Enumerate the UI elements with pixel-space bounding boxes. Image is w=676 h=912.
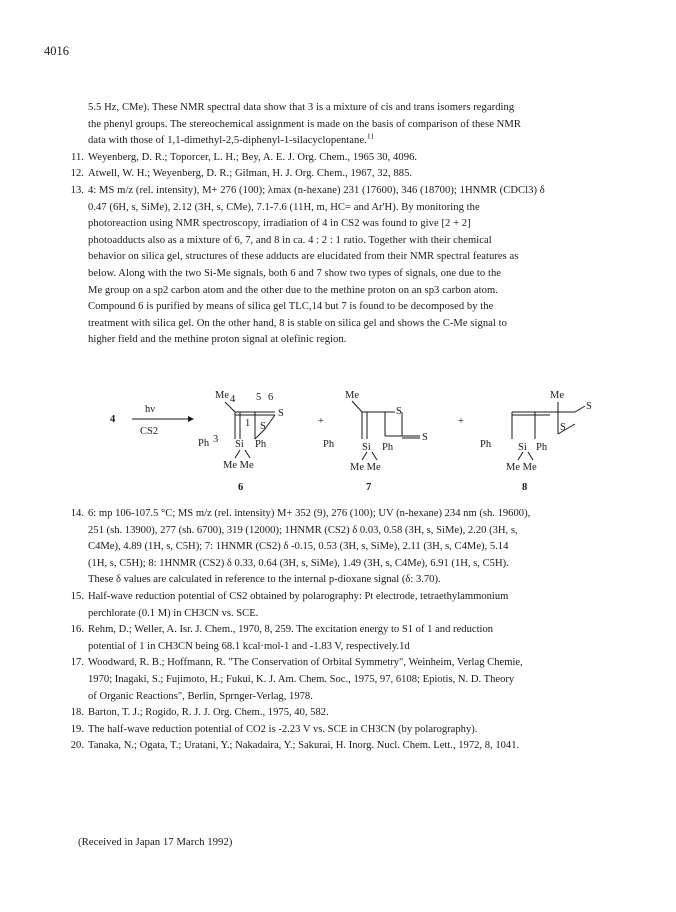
ph-label: Ph bbox=[255, 439, 267, 450]
ref13-line: below. Along with the two Si-Me signals, both 6 and 7 show two types of signals, one due to the bbox=[88, 267, 502, 279]
ph-label: Ph bbox=[480, 439, 492, 450]
plus-sign: + bbox=[458, 416, 464, 427]
ring-num: 4 bbox=[230, 394, 236, 405]
reference-19: 19. The half-wave reduction potential of CO2 is -2.23 V vs. SCE in CH3CN (by polarography). bbox=[70, 723, 478, 735]
si-label: Si bbox=[235, 439, 244, 450]
ref13-line: behavior on silica gel, structures of these adducts are elucidated from their NMR spectral features as bbox=[88, 251, 519, 263]
s-label: S bbox=[260, 421, 266, 432]
reactant-label: 4 bbox=[110, 414, 116, 425]
ref13-line: Compound 6 is purified by means of silica gel TLC,14 but 7 is found to be decomposed by the bbox=[88, 301, 494, 313]
reference-18: 18. Barton, T. J.; Rogido, R. J. J. Org. Chem., 1975, 40, 582. bbox=[70, 707, 329, 719]
intro-line: 5.5 Hz, CMe). These NMR spectral data show that 3 is a mixture of cis and trans isomers regarding bbox=[88, 102, 515, 113]
references-top bbox=[62, 100, 622, 349]
received-date: (Received in Japan 17 March 1992) bbox=[78, 836, 233, 848]
ph-label: Ph bbox=[198, 438, 210, 449]
reference-15: 15. Half-wave reduction potential of CS2 obtained by polarography: Pt electrode, tetraethylammonium perchlorate (0.1 M) in CH3CN vs. SCE. bbox=[70, 590, 509, 619]
reference-16: 16. Rehm, D.; Weller, A. Isr. J. Chem., 1970, 8, 259. The excitation energy to S1 of 1 and reduction potential of 1 in CH3CN being 68.1 kcal·mol-1 and -1.83 V, respectively.1d bbox=[70, 624, 494, 652]
ref13-line: 0.47 (6H, s, SiMe), 2.12 (3H, s, CMe), 7.1-7.6 (11H, m, HC= and Ar'H). By monitoring the bbox=[88, 201, 480, 213]
ph-label: Ph bbox=[323, 439, 335, 450]
ref13-line: photoadducts also as a mixture of 6, 7, and 8 in ca. 4 : 2 : 1 ratio. Together with their chemical bbox=[88, 234, 492, 246]
ring-num: 1 bbox=[245, 418, 251, 429]
intro-line: data with those of 1,1-dimethyl-2,5-diphenyl-1-silacyclopentane.$^{11}$ bbox=[88, 131, 375, 147]
compound-label-8: 8 bbox=[522, 482, 528, 493]
s-label: S bbox=[586, 401, 592, 412]
arrow-top-label: hν bbox=[145, 404, 155, 415]
ref13-line: photoreaction using NMR spectroscopy, irradiation of 4 in CS2 was found to give [2 + 2] bbox=[88, 218, 471, 230]
si-label: Si bbox=[362, 442, 371, 453]
ring-num: 6 bbox=[268, 392, 274, 403]
compound-8 bbox=[480, 390, 592, 493]
compound-7 bbox=[323, 390, 428, 493]
reference-13: 13. 4: MS m/z (rel. intensity), M+ 276 (100); λmax (n-hexane) 231 (17600), 346 (18700); 1HNMR (CDCl3) δ 0.47 (6H, s, SiMe), 2.12 (3H, s, CMe), 7.1-7.6 (11H, m, HC= and Ar'H). By monitoring the photoreaction using NMR spectroscopy, irradiation of 4 in CS2 was found to give [2 + 2] photoadducts also as a mixture of 6, 7, and 8 in ca. 4 : 2 : 1 ratio. Together with their chemical behavior on silica gel, structures of these adducts are elucidated from their NMR spectral features as below. Along with the two Si-Me signals, both 6 and 7 show two types of signals, one due to the Me group on a sp2 carbon atom and the other due to the methine proton on an sp3 carbon atom. Compound 6 is purified by means of silica gel TLC,14 but 7 is found to be decomposed by the treatment with silica gel. On the other hand, 8 is stable on silica gel and shows the C-Me signal to higher field and the methine proton signal at olefinic region. bbox=[62, 183, 622, 349]
me-me-label: Me Me bbox=[223, 460, 254, 471]
ref13-line: 4: MS m/z (rel. intensity), M+ 276 (100); λmax (n-hexane) 231 (17600), 346 (18700); 1HNMR (CDCl3) δ bbox=[88, 184, 545, 196]
reference-11: 11. Weyenberg, D. R.; Toporcer, L. H.; Bey, A. E. J. Org. Chem., 1965 30, 4096. bbox=[71, 151, 418, 163]
reference-20: 20. Tanaka, N.; Ogata, T.; Uratani, Y.; Nakadaira, Y.; Sakurai, H. Inorg. Nucl. Chem. Lett., 1972, 8, 1041. bbox=[70, 740, 520, 752]
page-number: 4016 bbox=[44, 44, 69, 58]
ph-label: Ph bbox=[536, 442, 548, 453]
me-me-label: Me Me bbox=[350, 462, 381, 473]
s-label: S bbox=[396, 406, 402, 417]
me-label: Me bbox=[550, 390, 564, 401]
ref13-line: treatment with silica gel. On the other hand, 8 is stable on silica gel and shows the C-Me signal to bbox=[88, 317, 507, 329]
ref13-line: Me group on a sp2 carbon atom and the other due to the methine proton on an sp3 carbon atom. bbox=[88, 284, 499, 296]
s-label: S bbox=[278, 408, 284, 419]
ph-label: Ph bbox=[382, 442, 394, 453]
ring-num: 3 bbox=[213, 434, 219, 445]
compound-6 bbox=[198, 390, 284, 493]
reaction-arrowhead bbox=[188, 416, 194, 422]
me-me-label: Me Me bbox=[506, 462, 537, 473]
reference-14: 14. 6: mp 106-107.5 °C; MS m/z (rel. intensity) M+ 352 (9), 276 (100); UV (n-hexane) 234 nm (sh. 19600), 251 (sh. 13900), 277 (sh. 6700), 319 (12000); 1HNMR (CS2) δ 0.03, 0.58 (3H, s, SiMe), 2.20 (3H, s, C4Me), 4.89 (1H, s, C5H); 7: 1HNMR (CS2) δ -0.15, 0.53 (3H, s, SiMe), 2.11 (3H, s, C4Me), 5.14 (1H, s, C5H); 8: 1HNMR (CS2) δ 0.33, 0.64 (3H, s, SiMe), 1.49 (3H, s, C4Me), 6.91 (1H, s, C5H). These δ values are calculated in reference to the internal p-dioxane signal (δ: 3.70). bbox=[70, 508, 531, 586]
compound-label-6: 6 bbox=[238, 482, 244, 493]
me-label: Me bbox=[345, 390, 359, 401]
plus-sign: + bbox=[318, 416, 324, 427]
si-label: Si bbox=[518, 442, 527, 453]
s-label: S bbox=[422, 432, 428, 443]
intro-line: the phenyl groups. The stereochemical assignment is made on the basis of comparison of these NMR bbox=[88, 118, 521, 130]
reaction-scheme-drawing bbox=[80, 384, 640, 499]
ref13-line: higher field and the methine proton signal at olefinic region. bbox=[88, 334, 347, 346]
ring-num: 5 bbox=[256, 392, 262, 403]
me-label: Me bbox=[215, 390, 229, 401]
s-label: S bbox=[560, 422, 566, 433]
arrow-bottom-label: CS2 bbox=[140, 426, 159, 437]
reference-17: 17. Woodward, R. B.; Hoffmann, R. "The Conservation of Orbital Symmetry", Weinheim, Verlag Chemie, 1970; Inagaki, S.; Fujimoto, H.; Fukui, K. J. Am. Chem. Soc., 1975, 97, 6108; Epiotis, N. D. Theory of Organic Reactions", Berlin, Sprnger-Verlag, 1978. bbox=[70, 657, 523, 702]
reference-12: 12. Atwell, W. H.; Weyenberg, D. R.; Gilman, H. J. Org. Chem., 1967, 32, 885. bbox=[70, 168, 413, 180]
compound-label-7: 7 bbox=[366, 482, 372, 493]
references-bottom bbox=[62, 506, 622, 755]
reaction-scheme bbox=[80, 384, 640, 499]
